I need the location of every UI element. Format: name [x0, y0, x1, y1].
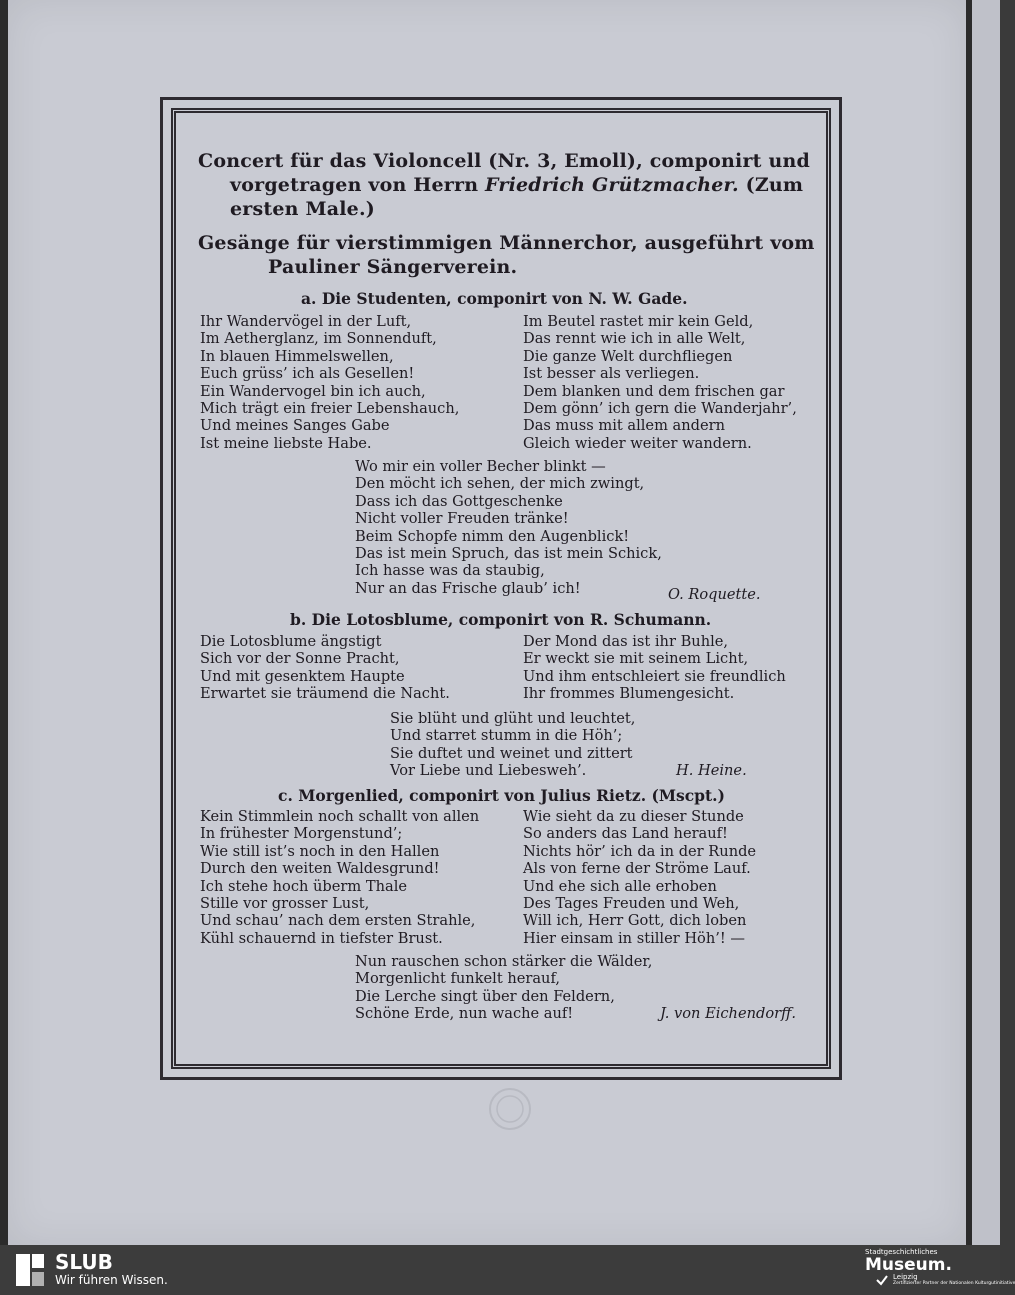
- verse-line: Sie duftet und weinet und zittert: [390, 744, 633, 762]
- viewer-footer: [0, 1245, 1015, 1295]
- heading-line-2b: (Zum: [738, 174, 804, 196]
- verse-line: Kein Stimmlein noch schallt von allen: [200, 808, 480, 825]
- verse-line: Den möcht ich sehen, der mich zwingt,: [355, 475, 645, 493]
- program-page: [8, 0, 966, 1245]
- verse-line: Der Mond das ist ihr Buhle,: [523, 633, 729, 650]
- song-b-author: H. Heine.: [676, 762, 747, 779]
- verse-line: So anders das Land herauf!: [523, 825, 728, 843]
- song-c-right-stanza: [523, 808, 756, 947]
- verse-line: Dem gönn’ ich gern die Wanderjahr’,: [523, 399, 797, 417]
- heading-line-2a: vorgetragen von Herrn: [230, 174, 486, 196]
- verse-line: Morgenlicht funkelt herauf,: [355, 970, 560, 988]
- verse-line: Das muss mit allem andern: [523, 417, 725, 435]
- verse-line: Ist meine liebste Habe.: [200, 434, 372, 452]
- verse-line: Das rennt wie ich in alle Welt,: [523, 330, 746, 348]
- verse-line: Wie sieht da zu dieser Stunde: [523, 808, 744, 825]
- verse-line: Nun rauschen schon stärker die Wälder,: [355, 953, 653, 970]
- verse-line: Und schau’ nach dem ersten Strahle,: [200, 912, 476, 930]
- song-b-center-stanza: [390, 710, 635, 780]
- verse-line: Und mit gesenktem Haupte: [200, 667, 405, 685]
- song-a-author: O. Roquette.: [668, 586, 761, 603]
- library-stamp-icon: [486, 1085, 534, 1133]
- song-a-left-stanza: [200, 313, 459, 452]
- song-b-right-stanza: [523, 633, 786, 703]
- verse-line: Und meines Sanges Gabe: [200, 417, 390, 435]
- performer-name: Friedrich Grützmacher.: [485, 174, 739, 196]
- verse-line: Die Lotosblume ängstigt: [200, 633, 382, 650]
- museum-name: Museum.: [865, 1255, 952, 1275]
- verse-line: Ihr Wandervögel in der Luft,: [200, 313, 412, 330]
- verse-line: Nur an das Frische glaub’ ich!: [355, 579, 581, 597]
- verse-line: Schöne Erde, nun wache auf!: [355, 1005, 574, 1023]
- song-a-center-stanza: [355, 458, 662, 597]
- museum-note: Zertifizierter Partner der Nationalen Kulturgutinitiative: [893, 1281, 1015, 1286]
- song-c-center-stanza: [355, 953, 652, 1023]
- verse-line: Ist besser als verliegen.: [523, 365, 700, 383]
- verse-line: Und ehe sich alle erhoben: [523, 877, 717, 895]
- slub-tagline: Wir führen Wissen.: [55, 1273, 168, 1287]
- song-c-author: J. von Eichendorff.: [660, 1005, 797, 1022]
- verse-line: Ein Wandervogel bin ich auch,: [200, 382, 426, 400]
- song-a-right-stanza: [523, 313, 797, 452]
- verse-line: Mich trägt ein freier Lebenshauch,: [200, 399, 460, 417]
- verse-line: Kühl schauernd in tiefster Brust.: [200, 929, 443, 947]
- verse-line: Wie still ist’s noch in den Hallen: [200, 842, 440, 860]
- verse-line: Beim Schopfe nimm den Augenblick!: [355, 527, 630, 545]
- verse-line: Euch grüss’ ich als Gesellen!: [200, 365, 415, 383]
- verse-line: Und starret stumm in die Höh’;: [390, 727, 623, 745]
- verse-line: Im Beutel rastet mir kein Geld,: [523, 313, 754, 330]
- verse-line: Die ganze Welt durchfliegen: [523, 347, 733, 365]
- verse-line: Nichts hör’ ich da in der Runde: [523, 842, 757, 860]
- verse-line: Die Lerche singt über den Feldern,: [355, 987, 615, 1005]
- verse-line: Gleich wieder weiter wandern.: [523, 434, 752, 452]
- song-b-left-stanza: [200, 633, 450, 703]
- verse-line: Will ich, Herr Gott, dich loben: [523, 912, 747, 930]
- verse-line: In frühester Morgenstund’;: [200, 825, 403, 843]
- heading-line-4: Gesänge für vierstimmigen Männerchor, ausgeführt vom: [198, 232, 815, 254]
- verse-line: Als von ferne der Ströme Lauf.: [523, 860, 751, 878]
- heading-line-3: ersten Male.): [230, 198, 375, 220]
- verse-line: Des Tages Freuden und Weh,: [523, 894, 740, 912]
- heading-line-5: Pauliner Sängerverein.: [268, 256, 518, 278]
- verse-line: Er weckt sie mit seinem Licht,: [523, 650, 749, 668]
- song-c-title: c. Morgenlied, componirt von Julius Rietz. (Mscpt.): [278, 786, 725, 805]
- verse-line: Dem blanken und dem frischen gar: [523, 382, 785, 400]
- verse-line: Dass ich das Gottgeschenke: [355, 492, 563, 510]
- verse-line: Hier einsam in stiller Höh’! —: [523, 929, 745, 947]
- verse-line: Ihr frommes Blumengesicht.: [523, 685, 735, 703]
- verse-line: Ich hasse was da staubig,: [355, 562, 545, 580]
- verse-line: Und ihm entschleiert sie freundlich: [523, 667, 786, 685]
- next-page-edge: [972, 0, 1000, 1245]
- verse-line: In blauen Himmelswellen,: [200, 347, 394, 365]
- verse-line: Erwartet sie träumend die Nacht.: [200, 685, 450, 703]
- song-b-title: b. Die Lotosblume, componirt von R. Schumann.: [290, 610, 712, 629]
- verse-line: Vor Liebe und Liebesweh’.: [390, 762, 587, 780]
- verse-line: Im Aetherglanz, im Sonnenduft,: [200, 330, 437, 348]
- song-a-title: a. Die Studenten, componirt von N. W. Gade.: [301, 289, 688, 308]
- verse-line: Sie blüht und glüht und leuchtet,: [390, 710, 636, 727]
- heading-line-1: Concert für das Violoncell (Nr. 3, Emoll), componirt und: [198, 150, 810, 172]
- slub-name: SLUB: [55, 1250, 113, 1274]
- slub-logo-icon: [12, 1252, 48, 1288]
- verse-line: Ich stehe hoch überm Thale: [200, 877, 408, 895]
- check-mark-icon: [875, 1273, 889, 1287]
- heading-line-2: [230, 174, 803, 196]
- song-c-left-stanza: [200, 808, 479, 947]
- verse-line: Durch den weiten Waldesgrund!: [200, 860, 440, 878]
- verse-line: Das ist mein Spruch, das ist mein Schick,: [355, 544, 662, 562]
- verse-line: Stille vor grosser Lust,: [200, 894, 370, 912]
- museum-top: Stadtgeschichtliches: [865, 1248, 938, 1256]
- verse-line: Nicht voller Freuden tränke!: [355, 510, 569, 528]
- verse-line: Sich vor der Sonne Pracht,: [200, 650, 400, 668]
- museum-city: Leipzig: [893, 1273, 918, 1281]
- verse-line: Wo mir ein voller Becher blinkt —: [355, 458, 606, 475]
- museum-logo: [865, 1248, 1015, 1292]
